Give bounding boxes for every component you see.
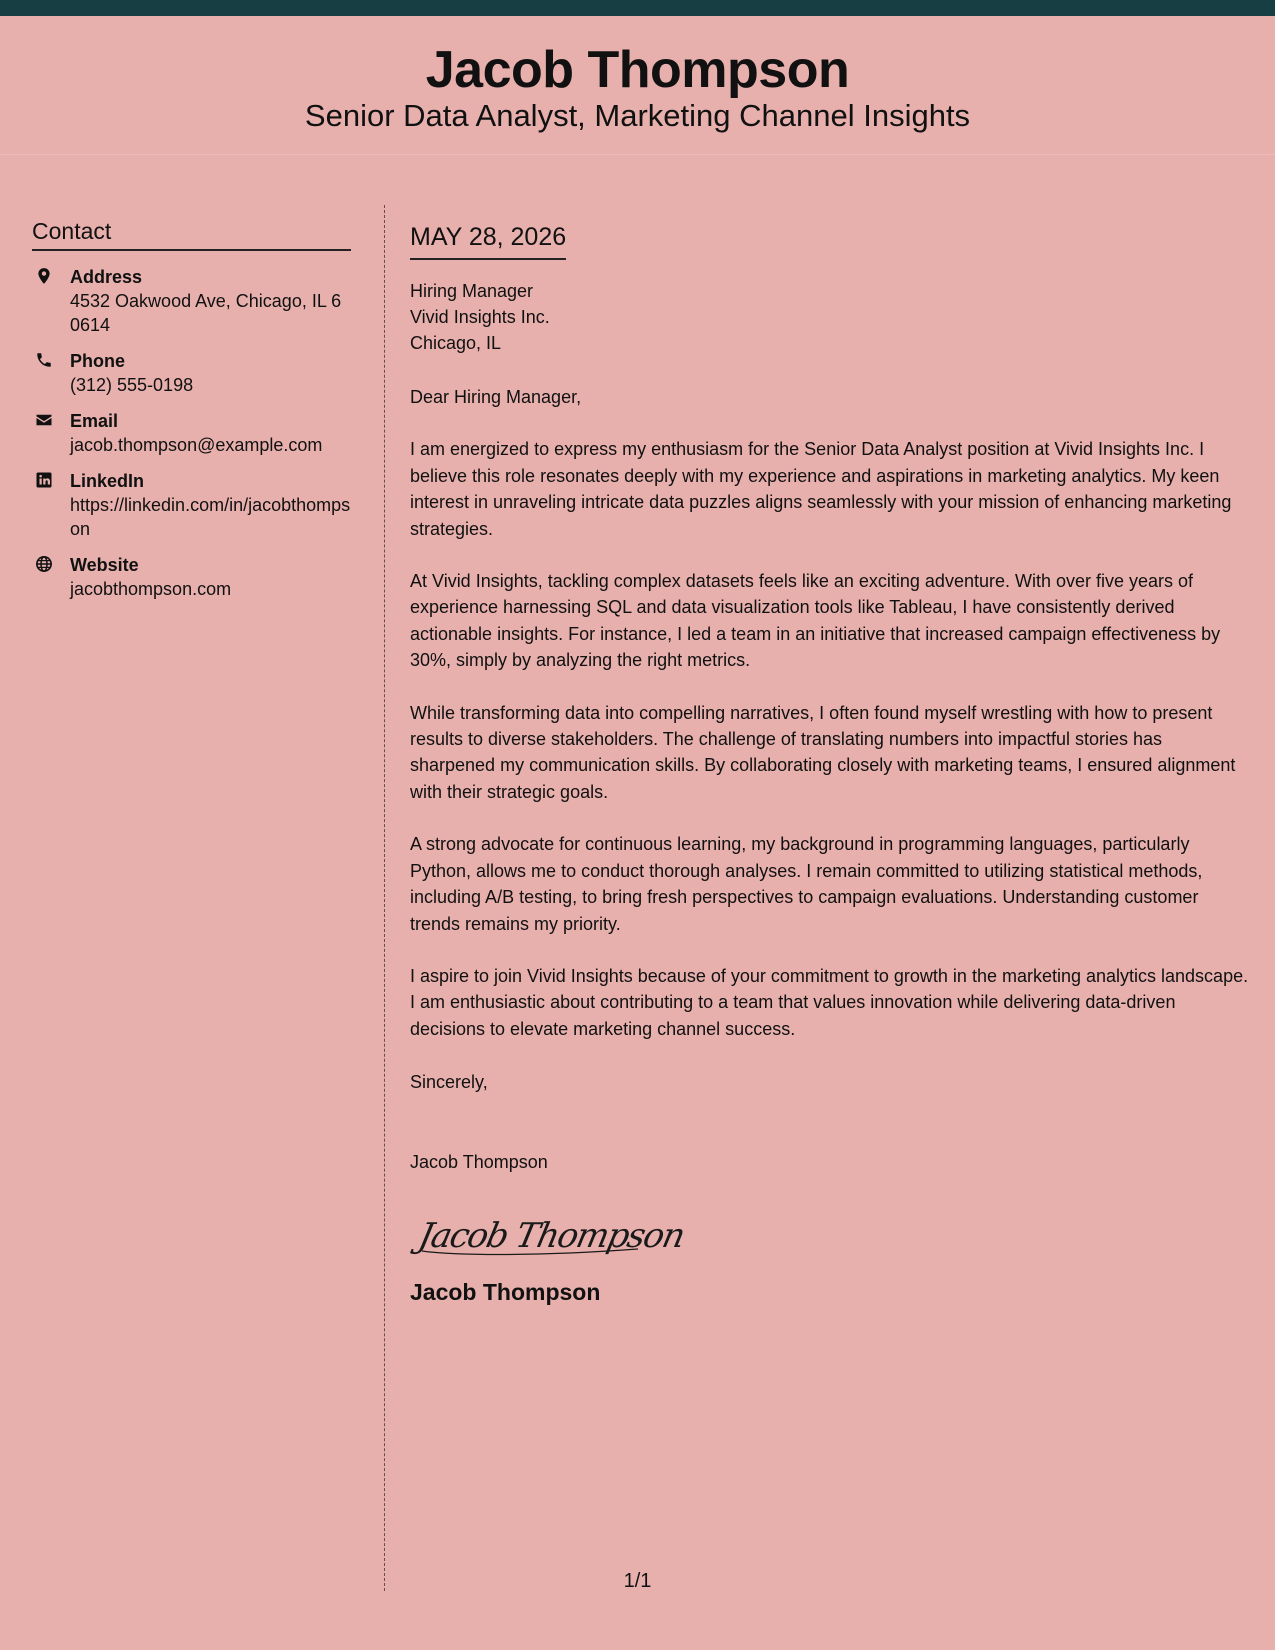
signature-printed-name: Jacob Thompson xyxy=(410,1278,601,1305)
recipient-line: Vivid Insights Inc. xyxy=(410,307,550,327)
recipient-block xyxy=(410,278,1250,356)
page-number: 1/1 xyxy=(623,1570,652,1592)
letter-paragraph: I aspire to join Vivid Insights because of your commitment to growth in the marketing analytics landscape. I am enthusiastic about contributing to a team that values innovation while delivering data-driven decisions to elevate marketing channel success. xyxy=(410,965,1249,1039)
contact-heading: Contact xyxy=(32,218,351,251)
email-label: Email xyxy=(70,411,119,431)
applicant-title: Senior Data Analyst, Marketing Channel Insights xyxy=(304,98,971,133)
contact-website xyxy=(32,553,351,601)
contact-phone xyxy=(32,349,351,397)
letter-paragraph: At Vivid Insights, tackling complex datasets feels like an exciting adventure. With over five years of experience harnessing SQL and data visualization tools like Tableau, I have consistently derived actionable insights. For instance, I led a team in an initiative that increased campaign effectiveness by 30%, simply by analyzing the right metrics. xyxy=(410,571,1221,671)
phone-label: Phone xyxy=(70,351,126,371)
website-link[interactable]: jacobthompson.com xyxy=(70,579,232,599)
linkedin-label: LinkedIn xyxy=(70,471,145,491)
recipient-line: Chicago, IL xyxy=(410,333,502,353)
map-marker-icon xyxy=(32,265,70,337)
page-header xyxy=(0,16,1275,155)
phone-value: (312) 555-0198 xyxy=(70,375,194,395)
salutation: Dear Hiring Manager, xyxy=(410,387,582,407)
linkedin-link[interactable]: https://linkedin.com/in/jacobthompson xyxy=(70,495,351,539)
letter-paragraph: While transforming data into compelling narratives, I often found myself wrestling with how to present results to diverse stakeholders. The challenge of translating numbers into impactful stories has sharpened my communication skills. By collaborating closely with marketing teams, I ensured alignment with their strategic goals. xyxy=(410,702,1236,802)
linkedin-icon xyxy=(32,469,70,541)
website-label: Website xyxy=(70,555,139,575)
signature-text: Jacob Thompson xyxy=(415,1216,688,1256)
recipient-line: Hiring Manager xyxy=(410,281,534,301)
address-value: 4532 Oakwood Ave, Chicago, IL 60614 xyxy=(70,291,342,335)
letter-paragraph: I am energized to express my enthusiasm for the Senior Data Analyst position at Vivid Insights Inc. I believe this role resonates deeply with my experience and aspirations in marketing analytics. My keen interest in unraveling intricate data puzzles aligns seamlessly with your mission of enhancing marketing strategies. xyxy=(410,439,1232,539)
email-value: jacob.thompson@example.com xyxy=(70,435,323,455)
contact-email xyxy=(32,409,351,457)
applicant-name: Jacob Thompson xyxy=(425,41,850,99)
letter-date: MAY 28, 2026 xyxy=(410,222,566,260)
handwritten-signature xyxy=(410,1205,1250,1265)
letter-paragraph: A strong advocate for continuous learning, my background in programming languages, particularly Python, allows me to conduct thorough analyses. I remain committed to utilizing statistical methods, including A/B testing, to bring fresh perspectives to campaign evaluations. Understanding customer trends remains my priority. xyxy=(410,834,1203,934)
contact-sidebar xyxy=(32,218,351,601)
globe-icon xyxy=(32,553,70,601)
contact-linkedin xyxy=(32,469,351,541)
closing: Sincerely, xyxy=(410,1072,488,1093)
letter-body xyxy=(410,222,1250,1305)
signer-name: Jacob Thompson xyxy=(410,1151,548,1172)
top-accent-bar xyxy=(0,0,1275,16)
envelope-icon xyxy=(32,409,70,457)
address-label: Address xyxy=(70,267,143,287)
phone-icon xyxy=(32,349,70,397)
column-divider xyxy=(384,205,385,1591)
contact-address xyxy=(32,265,351,337)
